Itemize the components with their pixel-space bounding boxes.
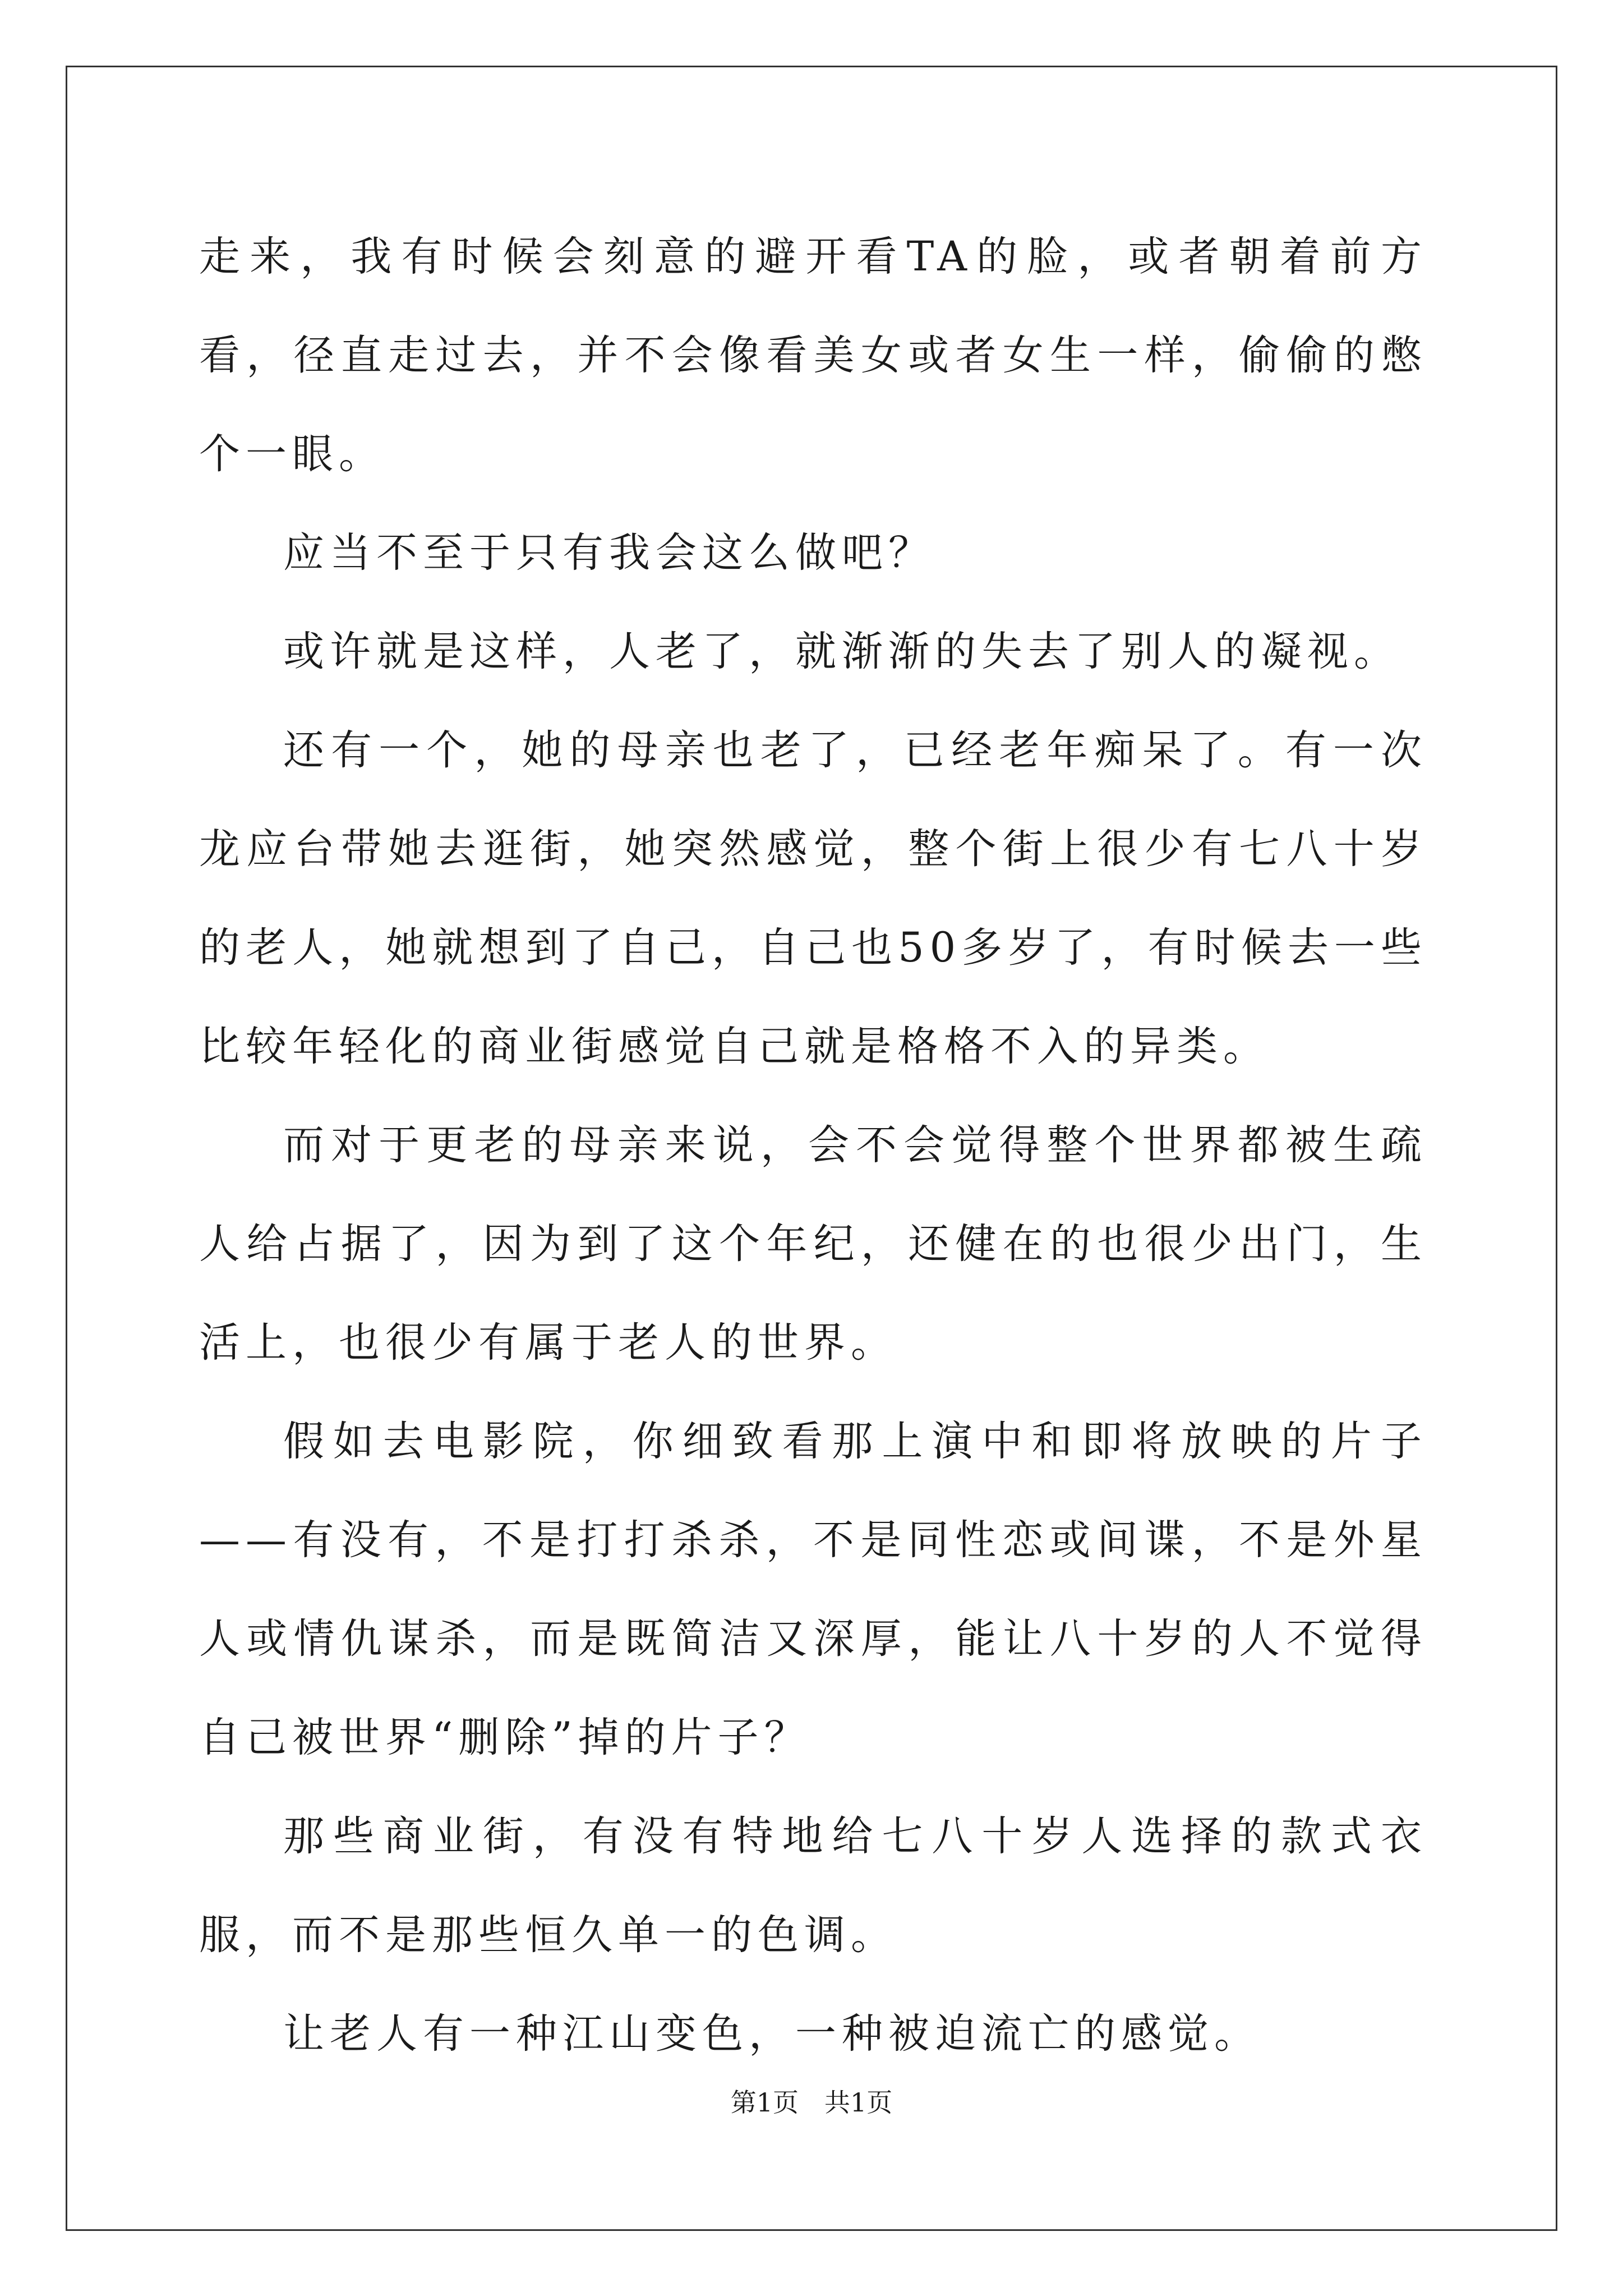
paragraph-7: 那些商业街，有没有特地给七八十岁人选择的款式衣服，而不是那些恒久单一的色调。 (199, 1812, 1427, 1959)
paragraph-4: 还有一个，她的母亲也老了，已经老年痴呆了。有一次龙应台带她去逛街，她突然感觉，整个街上很少有七八十岁的老人，她就想到了自己，自己也50多岁了，有时候去一些比较年轻化的商业街感觉自己就是格格不入的异类。 (199, 726, 1427, 1070)
document-body (199, 208, 1427, 2083)
paragraph-5: 而对于更老的母亲来说，会不会觉得整个世界都被生疏人给占据了，因为到了这个年纪，还健在的也很少出门，生活上，也很少有属于老人的世界。 (199, 1121, 1427, 1366)
paragraph-3: 或许就是这样，人老了，就渐渐的失去了别人的凝视。 (283, 628, 1400, 675)
paragraph-2: 应当不至于只有我会这么做吧？ (283, 529, 935, 577)
paragraph-6: 假如去电影院，你细致看那上演中和即将放映的片子——有没有，不是打打杀杀，不是同性恋或间谍，不是外星人或情仇谋杀，而是既简洁又深厚，能让八十岁的人不觉得自己被世界“删除”掉的片子？ (199, 1418, 1427, 1761)
paragraph-1: 走来，我有时候会刻意的避开看TA的脸，或者朝着前方看，径直走过去，并不会像看美女或者女生一样，偷偷的憋个一眼。 (199, 233, 1427, 478)
page-number-footer: 第1页 共1页 (730, 2087, 893, 2118)
paragraph-8: 让老人有一种江山变色，一种被迫流亡的感觉。 (283, 2010, 1261, 2058)
